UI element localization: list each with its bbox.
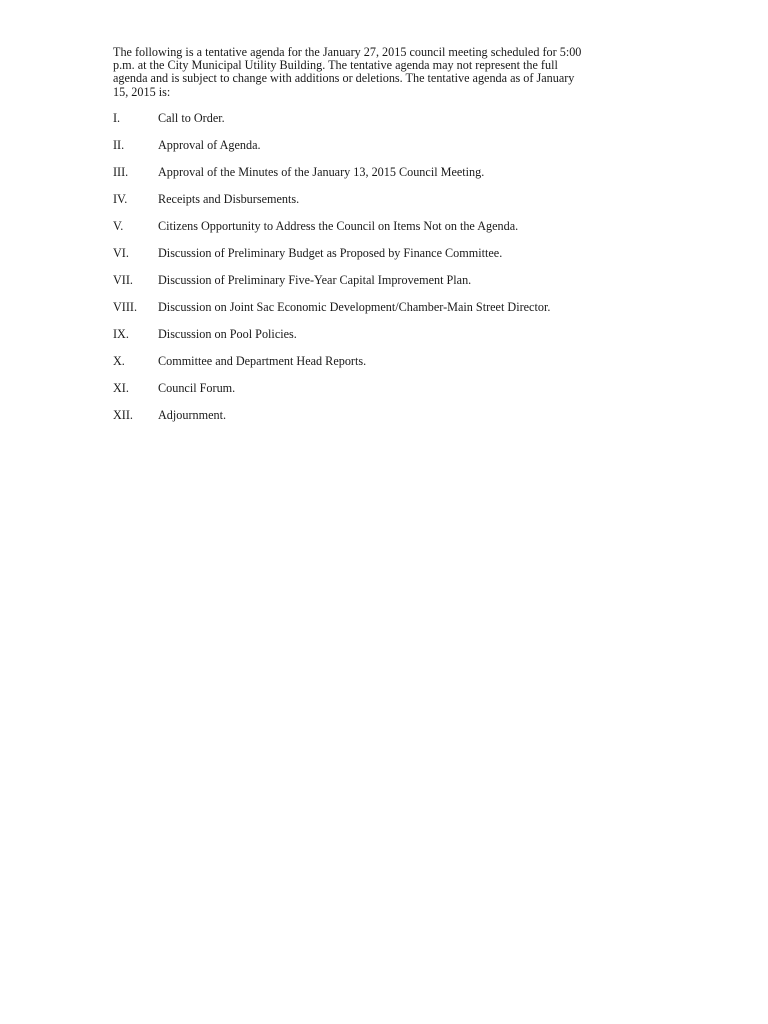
agenda-item bbox=[113, 138, 673, 165]
agenda-item-number: VII. bbox=[113, 273, 133, 287]
intro-line: agenda and is subject to change with additions or deletions. The tentative agenda as of January bbox=[113, 71, 575, 86]
agenda-item-number: XII. bbox=[113, 408, 133, 422]
agenda-item bbox=[113, 165, 673, 192]
agenda-item-text: Discussion of Preliminary Budget as Proposed by Finance Committee. bbox=[158, 246, 503, 260]
agenda-item bbox=[113, 408, 673, 435]
agenda-item-number: II. bbox=[113, 138, 125, 152]
agenda-item-text: Citizens Opportunity to Address the Council on Items Not on the Agenda. bbox=[158, 219, 519, 233]
agenda-item bbox=[113, 273, 673, 300]
agenda-item-number: IX. bbox=[113, 327, 129, 341]
agenda-item-number: X. bbox=[113, 354, 125, 368]
intro-line: The following is a tentative agenda for the January 27, 2015 council meeting scheduled for 5:00 bbox=[113, 45, 582, 59]
agenda-item bbox=[113, 219, 673, 246]
agenda-item-text: Call to Order. bbox=[158, 111, 225, 125]
agenda-item-text: Committee and Department Head Reports. bbox=[158, 354, 367, 368]
agenda-item-text: Discussion on Pool Policies. bbox=[158, 327, 297, 341]
agenda-item-text: Adjournment. bbox=[158, 408, 227, 422]
intro-line: 15, 2015 is: bbox=[113, 84, 171, 99]
agenda-item bbox=[113, 327, 673, 354]
agenda-item-text: Discussion on Joint Sac Economic Development/Chamber-Main Street Director. bbox=[158, 300, 551, 314]
agenda-item-number: VIII. bbox=[113, 300, 138, 314]
agenda-item bbox=[113, 381, 673, 408]
agenda-item bbox=[113, 300, 673, 327]
intro-line: p.m. at the City Municipal Utility Building. The tentative agenda may not represent the full bbox=[113, 58, 558, 73]
agenda-item-text: Discussion of Preliminary Five-Year Capital Improvement Plan. bbox=[158, 273, 472, 287]
agenda-item bbox=[113, 246, 673, 273]
agenda-item bbox=[113, 192, 673, 219]
agenda-item bbox=[113, 111, 673, 138]
agenda-item-number: III. bbox=[113, 165, 129, 179]
agenda-item-text: Approval of the Minutes of the January 13, 2015 Council Meeting. bbox=[158, 165, 485, 179]
agenda-item-text: Approval of Agenda. bbox=[158, 138, 261, 152]
agenda-list bbox=[113, 111, 673, 435]
agenda-item-number: I. bbox=[113, 111, 121, 125]
agenda-item-text: Receipts and Disbursements. bbox=[158, 192, 300, 206]
agenda-item-number: XI. bbox=[113, 381, 129, 395]
agenda-item-number: V. bbox=[113, 219, 124, 233]
agenda-item bbox=[113, 354, 673, 381]
agenda-item-number: IV. bbox=[113, 192, 128, 206]
intro-paragraph bbox=[113, 46, 658, 99]
agenda-item-text: Council Forum. bbox=[158, 381, 236, 395]
agenda-item-number: VI. bbox=[113, 246, 129, 260]
